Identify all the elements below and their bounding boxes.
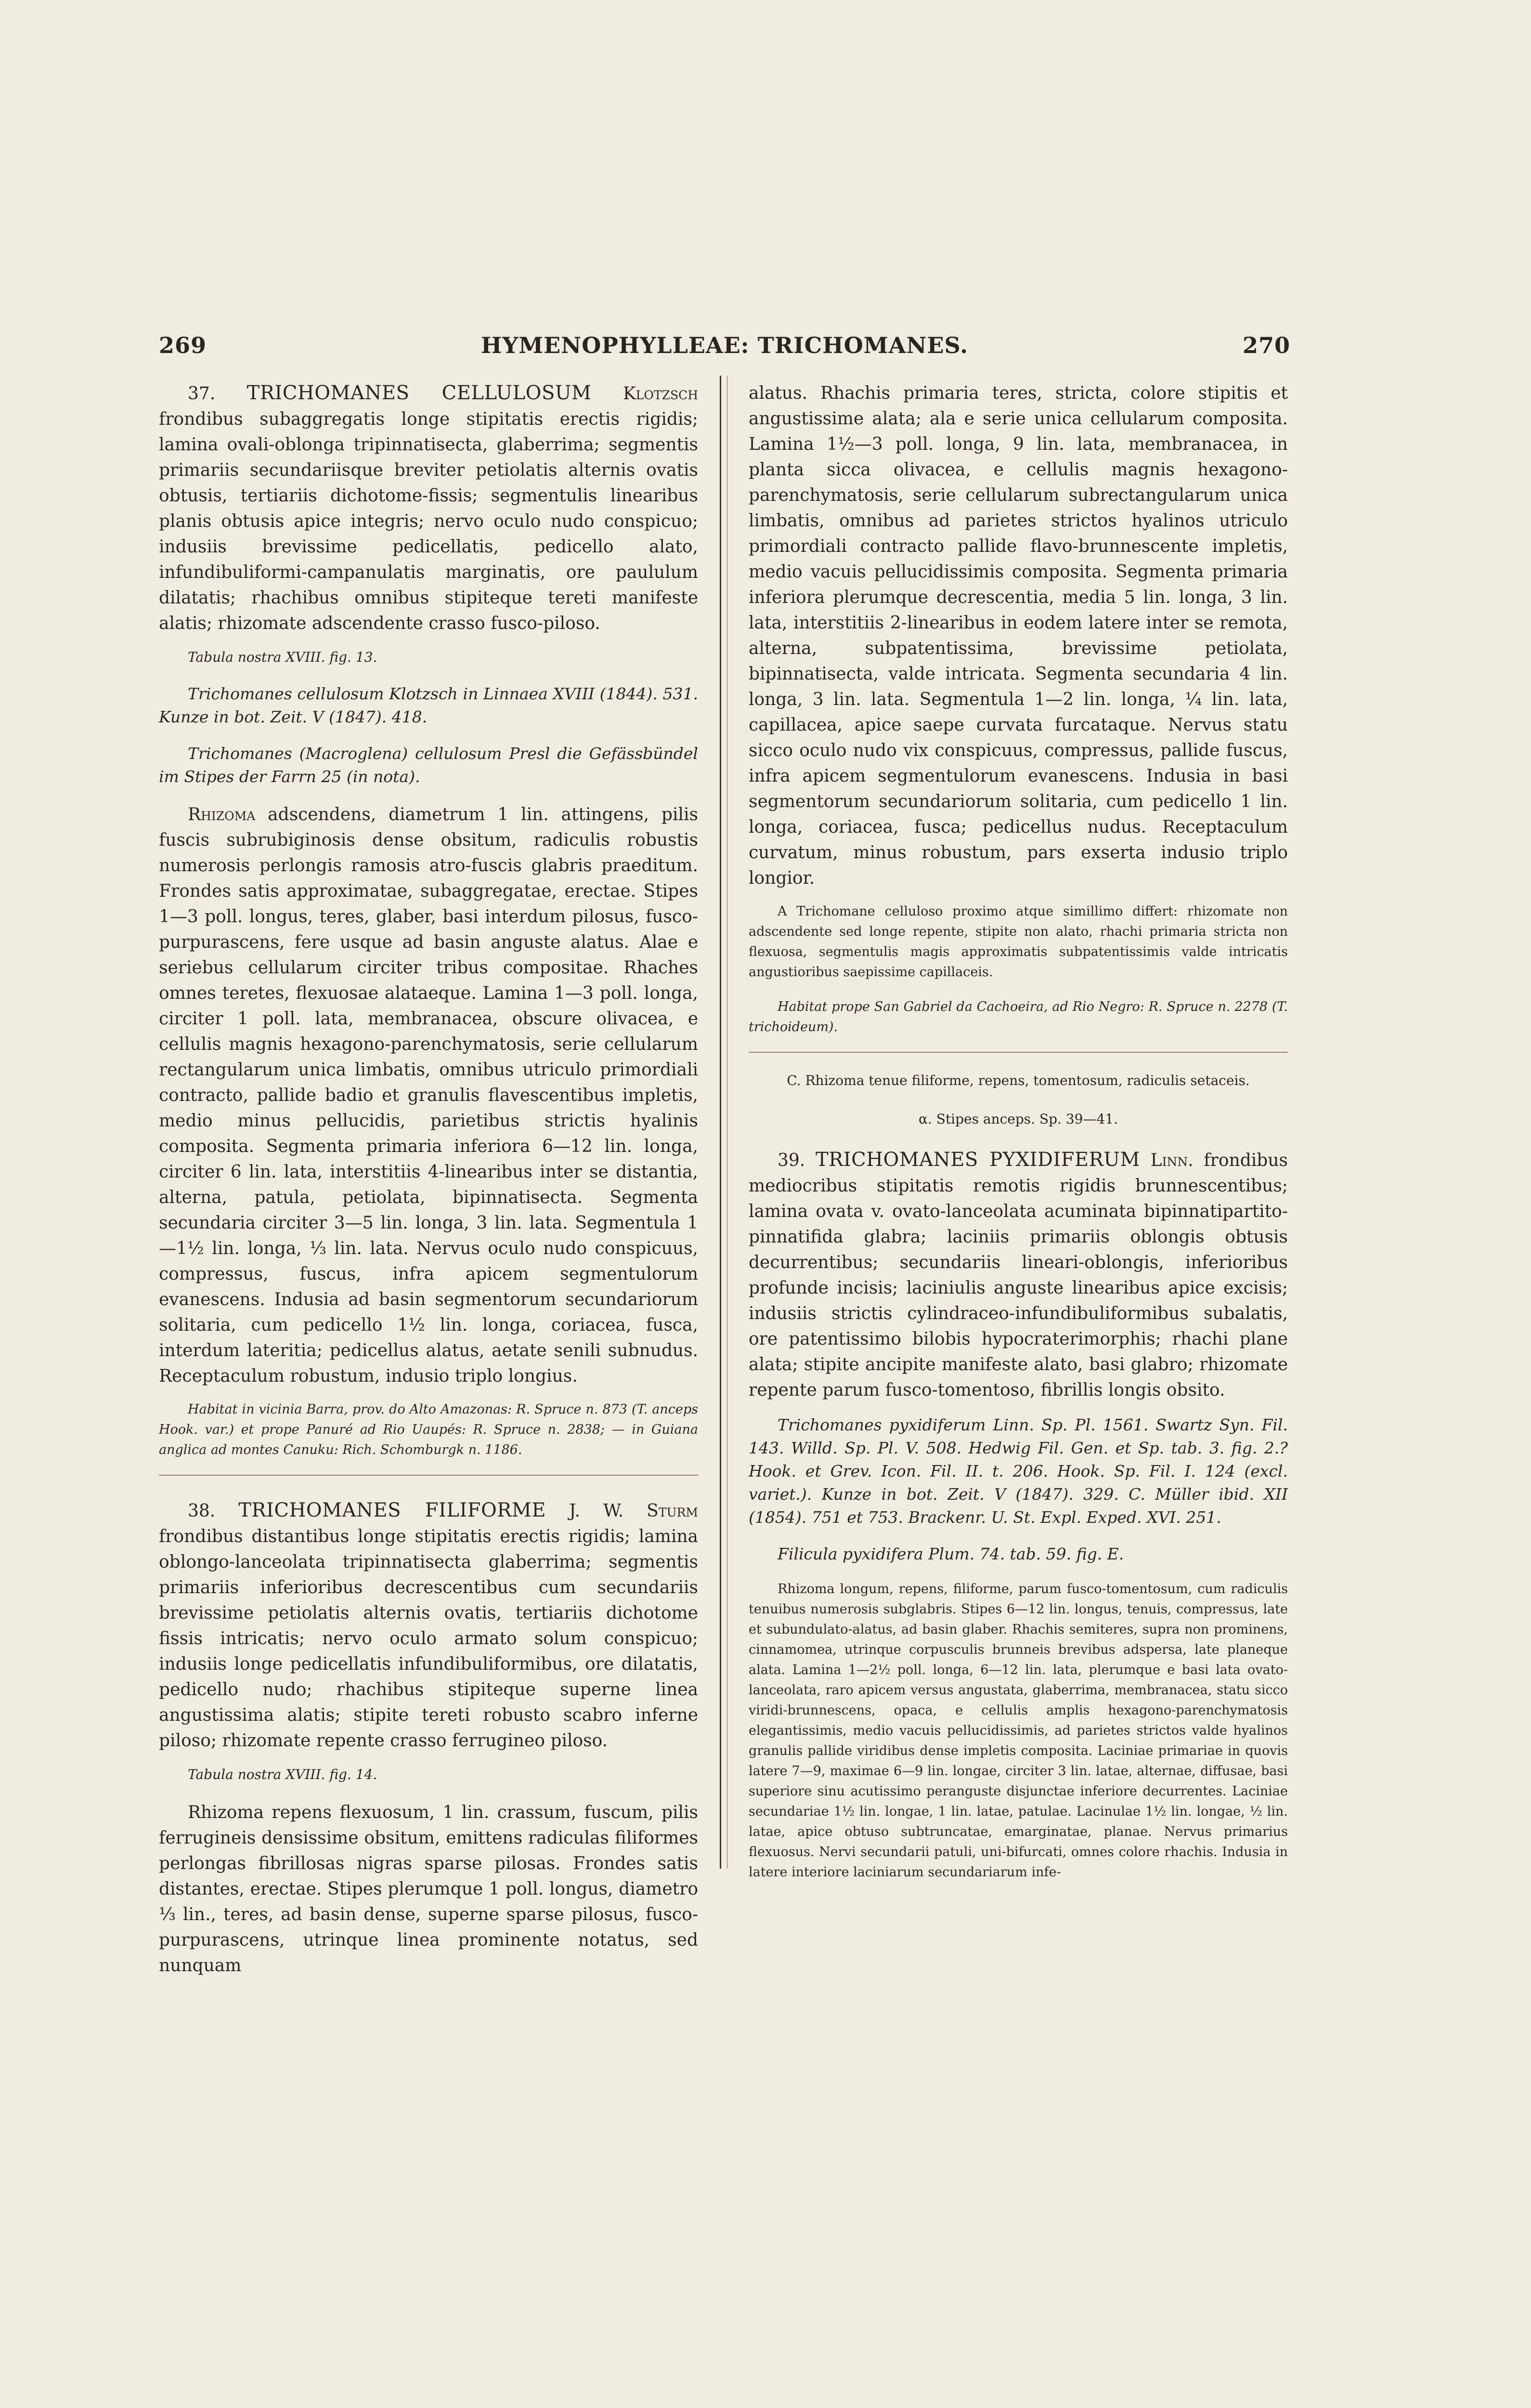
species-39-author: Linn. [1150,1151,1194,1170]
species-38-name: TRICHOMANES FILIFORME [238,1499,546,1521]
species-38-author: J. W. Sturm [569,1501,698,1521]
species-38-note: A Trichomane celluloso proximo atque simillimo differt: rhizomate non adscendente sed longe repente, stipite non alato, rhachi primaria stricta non flexuosa, segmentulis magis approximatis subpatentissimis valde intricatis angustioribus saepissime capillaceis. [749,904,1288,980]
section-c-heading: C. Rhizoma tenue filiforme, repens, tomentosum, radiculis setaceis. [787,1073,1250,1088]
species-38-habitat: Habitat prope San Gabriel da Cachoeira, ad Rio Negro: R. Spruce n. 2278 (T. trichoideum). [749,999,1288,1034]
species-39-description: frondibus mediocribus stipitatis remotis rigidis brunnescentibus; lamina ovata v. ovato-lanceolata acuminata bipinnatipartito-pinnatifida glabra; laciniis primariis oblongis obtusis decurrentibus; secundariis lineari-oblongis, inferioribus profunde incisis; laciniulis anguste linearibus apice excisis; indusiis strictis cylindraceo-infundibuliformibus subalatis, ore patentissimo bilobis hypocraterimorphis; rhachi plane alata; stipite ancipite manifeste alato, basi glabro; rhizomate repente parum fusco-tomentoso, fibrillis longis obsito. [749,1151,1288,1400]
species-37-author: Klotzsch [623,384,698,404]
species-37-citation-1: Trichomanes cellulosum Klotzsch in Linnaea XVIII (1844). 531. Kunze in bot. Zeit. V (1847). 418. [159,684,698,726]
separator [749,1052,1288,1053]
right-column [749,380,1288,1880]
species-39-citation-1: Trichomanes pyxidiferum Linn. Sp. Pl. 1561. Swartz Syn. Fil. 143. Willd. Sp. Pl. V. 508. Hedwig Fil. Gen. et Sp. tab. 3. fig. 2.? Hook. et Grev. Icon. Fil. II. t. 206. Hook. Sp. Fil. I. 124 (excl. variet.). Kunze in bot. Zeit. V (1847). 329. C. Müller ibid. XII (1854). 751 et 753. Brackenr. U. St. Expl. Exped. XVI. 251. [749,1415,1288,1527]
species-37-diagnosis [159,380,698,636]
species-38-diagnosis [159,1498,698,1754]
species-37-tabula: Tabula nostra XVIII. fig. 13. [188,649,377,665]
species-38-description: frondibus distantibus longe stipitatis erectis rigidis; lamina oblongo-lanceolata tripinnatisecta glaberrima; segmentis primariis inferioribus decrescentibus cum secundariis brevissime petiolatis alternis ovatis, tertiariis dichotome fissis intricatis; nervo oculo armato solum conspicuo; indusiis longe pedicellatis infundibuliformibus, ore dilatatis, pedicello nudo; rhachibus stipiteque superne linea angustissima alatis; stipite tereti robusto scabro inferne piloso; rhizomate repente crasso ferrugineo piloso. [159,1527,698,1751]
species-39-body: Rhizoma longum, repens, filiforme, parum fusco-tomentosum, cum radiculis tenuibus numerosis subglabris. Stipes 6—12 lin. longus, tenuis, compressus, late et subundulato-alatus, ad basin glaber. Rhachis semiteres, supra non prominens, cinnamomea, utrinque corpusculis brunneis brevibus adspersa, late planeque alata. Lamina 1—2½ poll. longa, 6—12 lin. lata, plerumque e basi lata ovato-lanceolata, raro apicem versus angustata, glaberrima, membranacea, statu sicco viridi-brunnescens, opaca, e cellulis amplis hexagono-parenchymatosis elegantissimis, medio vacuis pellucidissimis, ad parietes strictos valde hyalinos granulis pallide viridibus dense impletis composita. Laciniae primariae in quovis latere 7—9, maximae 6—9 lin. longae, circiter 3 lin. latae, alternae, diffusae, basi superiore sinu acutissimo peranguste disjunctae inferiore decurrentes. Laciniae secundariae 1½ lin. longae, 1 lin. latae, patulae. Lacinulae 1½ lin. longae, ½ lin. latae, apice obtuso subtruncatae, emarginatae, planae. Nervus primarius flexuosus. Nervi secundarii patuli, uni-bifurcati, omnes colore rhachis. Indusia in latere interiore laciniarum secundariarum infe- [749,1582,1288,1880]
species-37-body-text: adscendens, diametrum 1 lin. attingens, pilis fuscis subrubiginosis dense obsitum, radiculis robustis numerosis perlongis ramosis atro-fuscis glabris praeditum. Frondes satis approximatae, subaggregatae, erectae. Stipes 1—3 poll. longus, teres, glaber, basi interdum pilosus, fusco-purpurascens, fere usque ad basin anguste alatus. Alae e seriebus cellularum circiter tribus compositae. Rhaches omnes teretes, flexuosae alataeque. Lamina 1—3 poll. longa, circiter 1 poll. lata, membranacea, obscure olivacea, e cellulis magnis hexagono-parenchymatosis, serie cellularum rectangularum unica limbatis, omnibus utriculo primordiali contracto, pallide badio et granulis flavescentibus impletis, medio minus pellucidis, parietibus strictis hyalinis composita. Segmenta primaria inferiora 6—12 lin. longa, circiter 6 lin. lata, interstitiis 4-linearibus inter se distantia, alterna, patula, petiolata, bipinnatisecta. Segmenta secundaria circiter 3—5 lin. longa, 3 lin. lata. Segmentula 1—1½ lin. longa, ⅓ lin. lata. Nervus oculo nudo conspicuus, compressus, fuscus, infra apicem segmentulorum evanescens. Indusia ad basin segmentorum secundariorum solitaria, cum pedicello 1½ lin. longa, coriacea, fusca, interdum lateritia; pedicellus alatus, aetate senili subnudus. Receptaculum robustum, indusio triplo longius. [159,805,698,1386]
page-number-right: 270 [1242,332,1290,358]
page-number-left: 269 [159,332,207,358]
species-39-number: 39. [778,1151,805,1170]
species-39-diagnosis [749,1147,1288,1403]
species-37-description: frondibus subaggregatis longe stipitatis erectis rigidis; lamina ovali-oblonga tripinnatisecta, glaberrima; segmentis primariis secundariisque breviter petiolatis alternis ovatis obtusis, tertiariis dichotome-fissis; segmentulis linearibus planis obtusis apice integris; nervo oculo nudo conspicuo; indusiis brevissime pedicellatis, pedicello alato, infundibuliformi-campanulatis marginatis, ore paululum dilatatis; rhachibus omnibus stipiteque tereti manifeste alatis; rhizomate adscendente crasso fusco-piloso. [159,409,698,633]
page-header [159,327,1290,366]
species-37-habitat: Habitat in vicinia Barra, prov. do Alto Amazonas: R. Spruce n. 873 (T. anceps Hook. var.) et prope Panuré ad Rio Uaupés: R. Spruce n. 2838; — in Guiana anglica ad montes Canuku: Rich. Schomburgk n. 1186. [159,1402,698,1457]
species-37-body-label: Rhizoma [188,805,256,824]
section-alpha-heading: α. Stipes anceps. Sp. 39—41. [919,1111,1118,1127]
column-divider [720,376,721,1869]
running-title: HYMENOPHYLLEAE: TRICHOMANES. [480,332,969,358]
species-37-body [159,802,698,1389]
species-37-name: TRICHOMANES CELLULOSUM [247,382,592,404]
species-37-number: 37. [188,384,216,404]
species-38-body: Rhizoma repens flexuosum, 1 lin. crassum, fuscum, pilis ferrugineis densissime obsitum, emittens radiculas filiformes perlongas fibrillosas nigras sparse pilosas. Frondes satis distantes, erectae. Stipes plerumque 1 poll. longus, diametro ⅓ lin., teres, ad basin dense, superne sparse pilosus, fusco-purpurascens, utrinque linea prominente notatus, sed nunquam [159,1803,698,1976]
species-38-continuation: alatus. Rhachis primaria teres, stricta, colore stipitis et angustissime alata; ala e serie unica cellularum composita. Lamina 1½—3 poll. longa, 9 lin. lata, membranacea, in planta sicca olivacea, e cellulis magnis hexagono-parenchymatosis, serie cellularum subrectangularum unica limbatis, omnibus ad parietes strictos hyalinos utriculo primordiali contracto pallide flavo-brunnescente impletis, medio vacuis pellucidissimis composita. Segmenta primaria inferiora plerumque decrescentia, media 5 lin. longa, 3 lin. lata, interstitiis 2-linearibus in eodem latere inter se remota, alterna, subpatentissima, brevissime petiolata, bipinnatisecta, valde intricata. Segmenta secundaria 4 lin. longa, 3 lin. lata. Segmentula 1—2 lin. longa, ¼ lin. lata, capillacea, apice saepe curvata furcataque. Nervus statu sicco oculo nudo vix conspicuus, compressus, pallide fuscus, infra apicem segmentulorum evanescens. Indusia in basi segmentorum secundariorum solitaria, cum pedicello 1 lin. longa, coriacea, fusca; pedicellus nudus. Receptaculum curvatum, minus robustum, pars exserta indusio triplo longior. [749,383,1288,888]
species-38-tabula: Tabula nostra XVIII. fig. 14. [188,1767,377,1782]
species-38-number: 38. [188,1501,216,1521]
left-column [159,380,698,1976]
species-39-citation-2: Filicula pyxidifera Plum. 74. tab. 59. fig. E. [778,1544,1124,1563]
species-39-name: TRICHOMANES PYXIDIFERUM [815,1149,1140,1171]
page [159,327,1290,2254]
species-37-citation-2: Trichomanes (Macroglena) cellulosum Presl die Gefässbündel im Stipes der Farrn 25 (in nota). [159,744,698,786]
separator [159,1475,698,1476]
